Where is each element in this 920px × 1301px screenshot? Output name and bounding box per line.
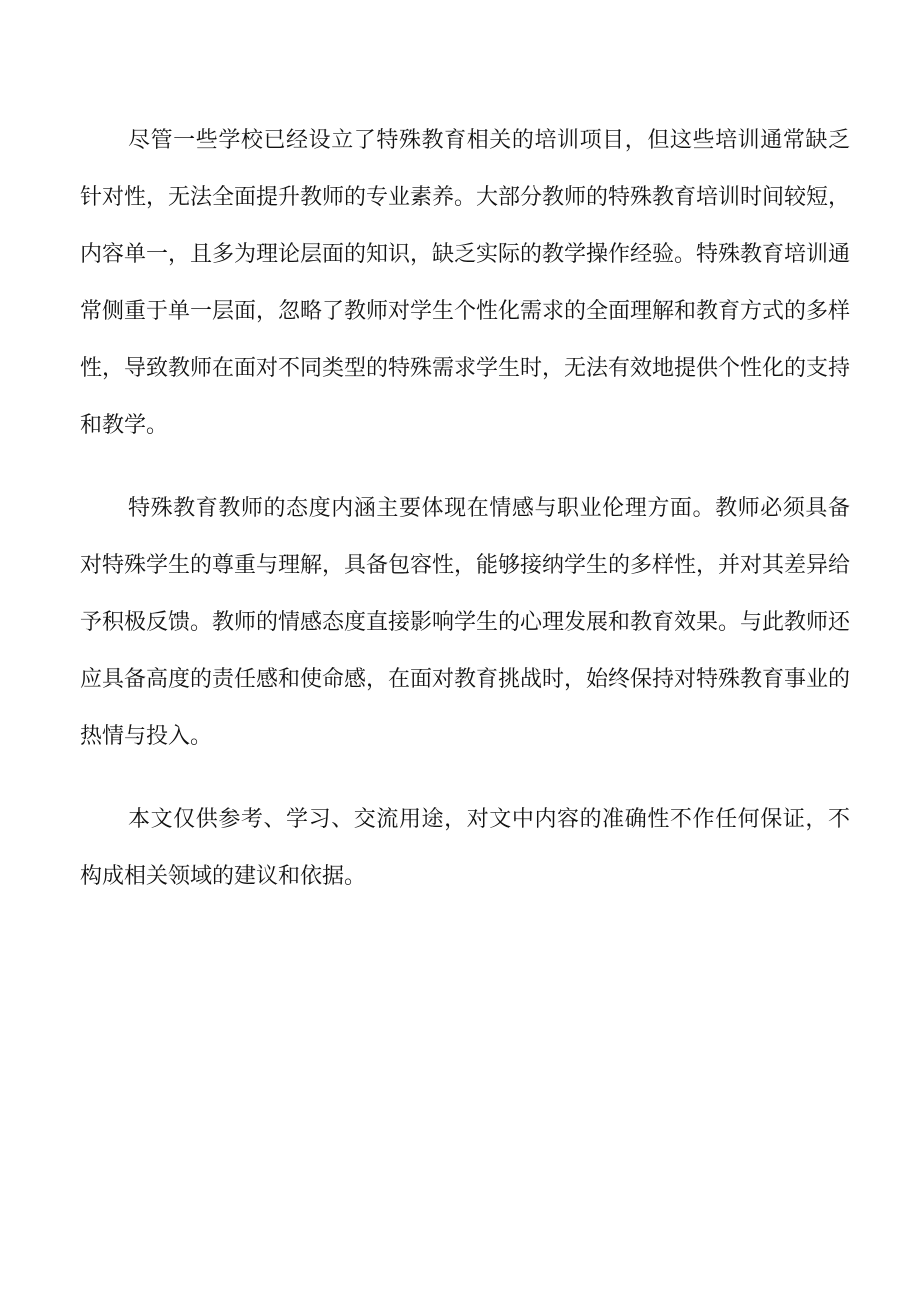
paragraph-training-issues: 尽管一些学校已经设立了特殊教育相关的培训项目，但这些培训通常缺乏针对性，无法全面提升教师的专业素养。大部分教师的特殊教育培训时间较短，内容单一，且多为理论层面的知识，缺乏实际的教学操作经验。特殊教育培训通常侧重于单一层面，忽略了教师对学生个性化需求的全面理解和教育方式的多样性，导致教师在面对不同类型的特殊需求学生时，无法有效地提供个性化的支持和教学。	[80, 128, 851, 438]
document-page	[80, 112, 850, 931]
paragraph-disclaimer: 本文仅供参考、学习、交流用途，对文中内容的准确性不作任何保证，不构成相关领域的建议和依据。	[80, 807, 850, 889]
paragraph-teacher-attitude: 特殊教育教师的态度内涵主要体现在情感与职业伦理方面。教师必须具备对特殊学生的尊重与理解，具备包容性，能够接纳学生的多样性，并对其差异给予积极反馈。教师的情感态度直接影响学生的心理发展和教育效果。与此教师还应具备高度的责任感和使命感，在面对教育挑战时，始终保持对特殊教育事业的热情与投入。	[80, 496, 851, 749]
